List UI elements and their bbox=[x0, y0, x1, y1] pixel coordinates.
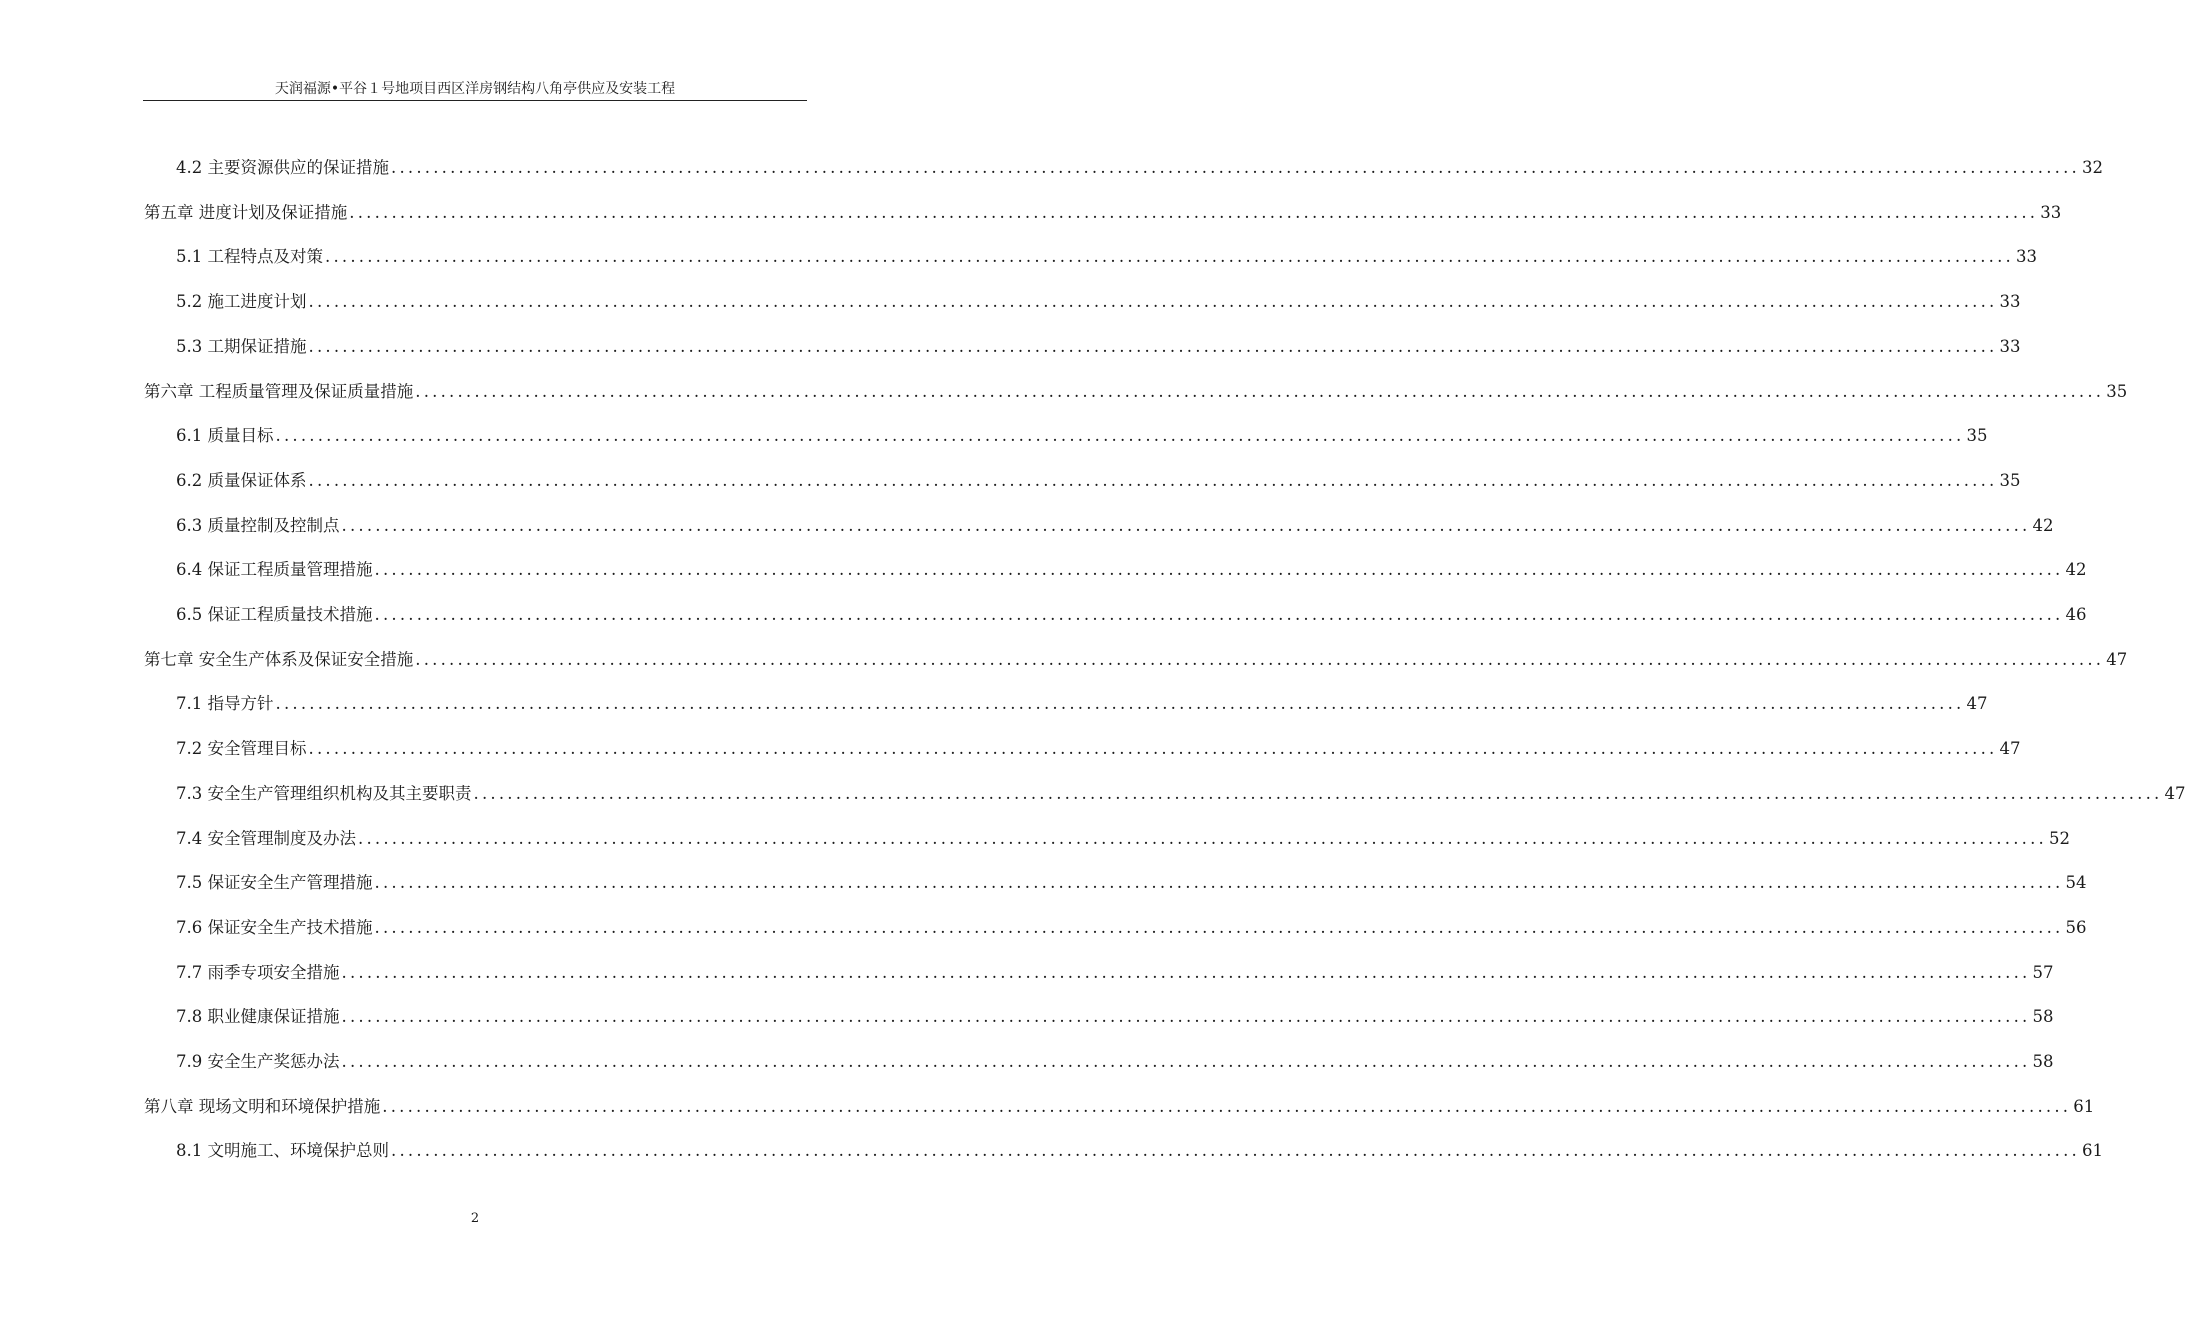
toc-entry-page: 33 bbox=[1999, 336, 2021, 356]
toc-entry-title: 第八章 现场文明和环境保护措施 bbox=[144, 1096, 381, 1116]
toc-section-entry bbox=[176, 245, 2037, 269]
toc-dot-leader: ........................................................................................................................................................................................................ bbox=[308, 470, 1998, 490]
toc-dot-leader: ........................................................................................................................................................................................................ bbox=[275, 694, 1965, 714]
toc-section-entry bbox=[176, 1005, 2054, 1029]
toc-dot-leader: ........................................................................................................................................................................................................ bbox=[374, 560, 2064, 580]
toc-entry-title: 第五章 进度计划及保证措施 bbox=[144, 202, 348, 222]
toc-entry-page: 33 bbox=[1999, 292, 2021, 312]
toc-dot-leader: ........................................................................................................................................................................................................ bbox=[374, 605, 2064, 624]
toc-entry-title: 7.3 安全生产管理组织机构及其主要职责 bbox=[176, 783, 472, 803]
toc-entry-title: 7.6 保证安全生产技术措施 bbox=[176, 917, 373, 937]
toc-entry-page: 42 bbox=[2065, 560, 2087, 580]
toc-entry-title: 5.2 施工进度计划 bbox=[176, 292, 307, 312]
toc-entry-page: 56 bbox=[2065, 917, 2087, 937]
toc-entry-title: 6.2 质量保证体系 bbox=[176, 470, 307, 490]
toc-dot-leader: ........................................................................................................................................................................................................ bbox=[341, 1007, 2031, 1027]
toc-section-entry bbox=[176, 827, 2070, 851]
toc-entry-page: 42 bbox=[2032, 515, 2054, 535]
header-rule bbox=[143, 100, 807, 101]
toc-entry-title: 7.4 安全管理制度及办法 bbox=[176, 828, 356, 848]
toc-entry-title: 第七章 安全生产体系及保证安全措施 bbox=[144, 649, 414, 669]
toc-chapter-entry bbox=[144, 1095, 2095, 1119]
toc-dot-leader: ........................................................................................................................................................................................................ bbox=[341, 962, 2031, 982]
toc-entry-title: 6.3 质量控制及控制点 bbox=[176, 515, 340, 535]
toc-entry-title: 6.1 质量目标 bbox=[176, 426, 274, 446]
toc-dot-leader: ........................................................................................................................................................................................................ bbox=[473, 783, 2163, 803]
toc-entry-title: 7.7 雨季专项安全措施 bbox=[176, 962, 340, 982]
toc-entry-title: 第六章 工程质量管理及保证质量措施 bbox=[144, 381, 414, 401]
toc-entry-page: 47 bbox=[1966, 694, 1988, 714]
toc-section-entry bbox=[176, 1050, 2054, 1074]
toc-section-entry bbox=[176, 782, 2185, 806]
toc-section-entry bbox=[176, 469, 2021, 493]
toc-entry-title: 4.2 主要资源供应的保证措施 bbox=[176, 158, 389, 177]
toc-entry-page: 47 bbox=[2164, 783, 2185, 803]
toc-entry-page: 47 bbox=[2106, 649, 2128, 669]
toc-dot-leader: ........................................................................................................................................................................................................ bbox=[275, 426, 1965, 446]
toc-section-entry bbox=[176, 1139, 2103, 1163]
toc-entry-page: 47 bbox=[1999, 739, 2021, 759]
toc-entry-title: 7.5 保证安全生产管理措施 bbox=[176, 873, 373, 893]
toc-entry-page: 58 bbox=[2032, 1007, 2054, 1027]
toc-dot-leader: ........................................................................................................................................................................................................ bbox=[308, 336, 1998, 356]
toc-dot-leader: ........................................................................................................................................................................................................ bbox=[358, 828, 2047, 848]
toc-dot-leader: ........................................................................................................................................................................................................ bbox=[308, 739, 1998, 759]
toc-entry-page: 35 bbox=[1999, 470, 2021, 490]
toc-dot-leader: ........................................................................................................................................................................................................ bbox=[349, 202, 2039, 222]
toc-dot-leader: ........................................................................................................................................................................................................ bbox=[341, 1052, 2031, 1071]
toc-section-entry bbox=[176, 603, 2087, 627]
toc-entry-page: 54 bbox=[2065, 873, 2087, 893]
running-header: 天润福源•平谷１号地项目西区洋房钢结构八角亭供应及安装工程 bbox=[274, 81, 676, 97]
toc-section-entry bbox=[176, 335, 2021, 359]
toc-entry-title: 8.1 文明施工、环境保护总则 bbox=[176, 1141, 389, 1161]
toc-entry-page: 57 bbox=[2032, 962, 2054, 982]
toc-entry-page: 35 bbox=[2106, 381, 2128, 401]
toc-entry-page: 52 bbox=[2048, 828, 2070, 848]
toc-section-entry bbox=[176, 871, 2087, 895]
toc-section-entry bbox=[176, 156, 2103, 180]
toc-dot-leader: ........................................................................................................................................................................................................ bbox=[391, 1141, 2080, 1161]
toc-entry-title: 6.4 保证工程质量管理措施 bbox=[176, 560, 373, 580]
toc-chapter-entry bbox=[144, 380, 2128, 404]
toc-entry-page: 61 bbox=[2081, 1141, 2103, 1161]
toc-dot-leader: ........................................................................................................................................................................................................ bbox=[374, 873, 2064, 893]
toc-dot-leader: ........................................................................................................................................................................................................ bbox=[415, 649, 2105, 669]
page-number: 2 bbox=[470, 1211, 480, 1226]
toc-entry-page: 35 bbox=[1966, 426, 1988, 446]
toc-section-entry bbox=[176, 290, 2021, 314]
toc-entry-title: 7.8 职业健康保证措施 bbox=[176, 1007, 340, 1027]
toc-section-entry bbox=[176, 424, 1988, 448]
toc-entry-title: 7.1 指导方针 bbox=[176, 694, 274, 714]
toc-dot-leader: ........................................................................................................................................................................................................ bbox=[415, 381, 2105, 401]
toc-dot-leader: ........................................................................................................................................................................................................ bbox=[391, 158, 2080, 177]
toc-entry-page: 32 bbox=[2081, 158, 2103, 177]
toc-dot-leader: ........................................................................................................................................................................................................ bbox=[382, 1096, 2072, 1116]
toc-section-entry bbox=[176, 692, 1988, 716]
toc-dot-leader: ........................................................................................................................................................................................................ bbox=[374, 917, 2064, 937]
toc-entry-title: 5.3 工期保证措施 bbox=[176, 336, 307, 356]
toc-entry-title: 7.9 安全生产奖惩办法 bbox=[176, 1052, 340, 1071]
toc-dot-leader: ........................................................................................................................................................................................................ bbox=[341, 515, 2031, 535]
toc-entry-page: 61 bbox=[2073, 1096, 2095, 1116]
toc-entry-title: 6.5 保证工程质量技术措施 bbox=[176, 605, 373, 624]
toc-chapter-entry bbox=[144, 648, 2128, 672]
toc-dot-leader: ........................................................................................................................................................................................................ bbox=[325, 247, 2014, 267]
toc-section-entry bbox=[176, 558, 2087, 582]
toc-section-entry bbox=[176, 961, 2054, 985]
toc-entry-title: 5.1 工程特点及对策 bbox=[176, 247, 323, 267]
toc-section-entry bbox=[176, 916, 2087, 940]
toc-entry-page: 58 bbox=[2032, 1052, 2054, 1071]
toc-entry-page: 46 bbox=[2065, 605, 2087, 624]
toc-entry-title: 7.2 安全管理目标 bbox=[176, 739, 307, 759]
toc-entry-page: 33 bbox=[2040, 202, 2062, 222]
toc-dot-leader: ........................................................................................................................................................................................................ bbox=[308, 292, 1998, 312]
toc-chapter-entry bbox=[144, 201, 2062, 225]
toc-entry-page: 33 bbox=[2015, 247, 2037, 267]
toc-section-entry bbox=[176, 737, 2021, 761]
toc-section-entry bbox=[176, 514, 2054, 538]
